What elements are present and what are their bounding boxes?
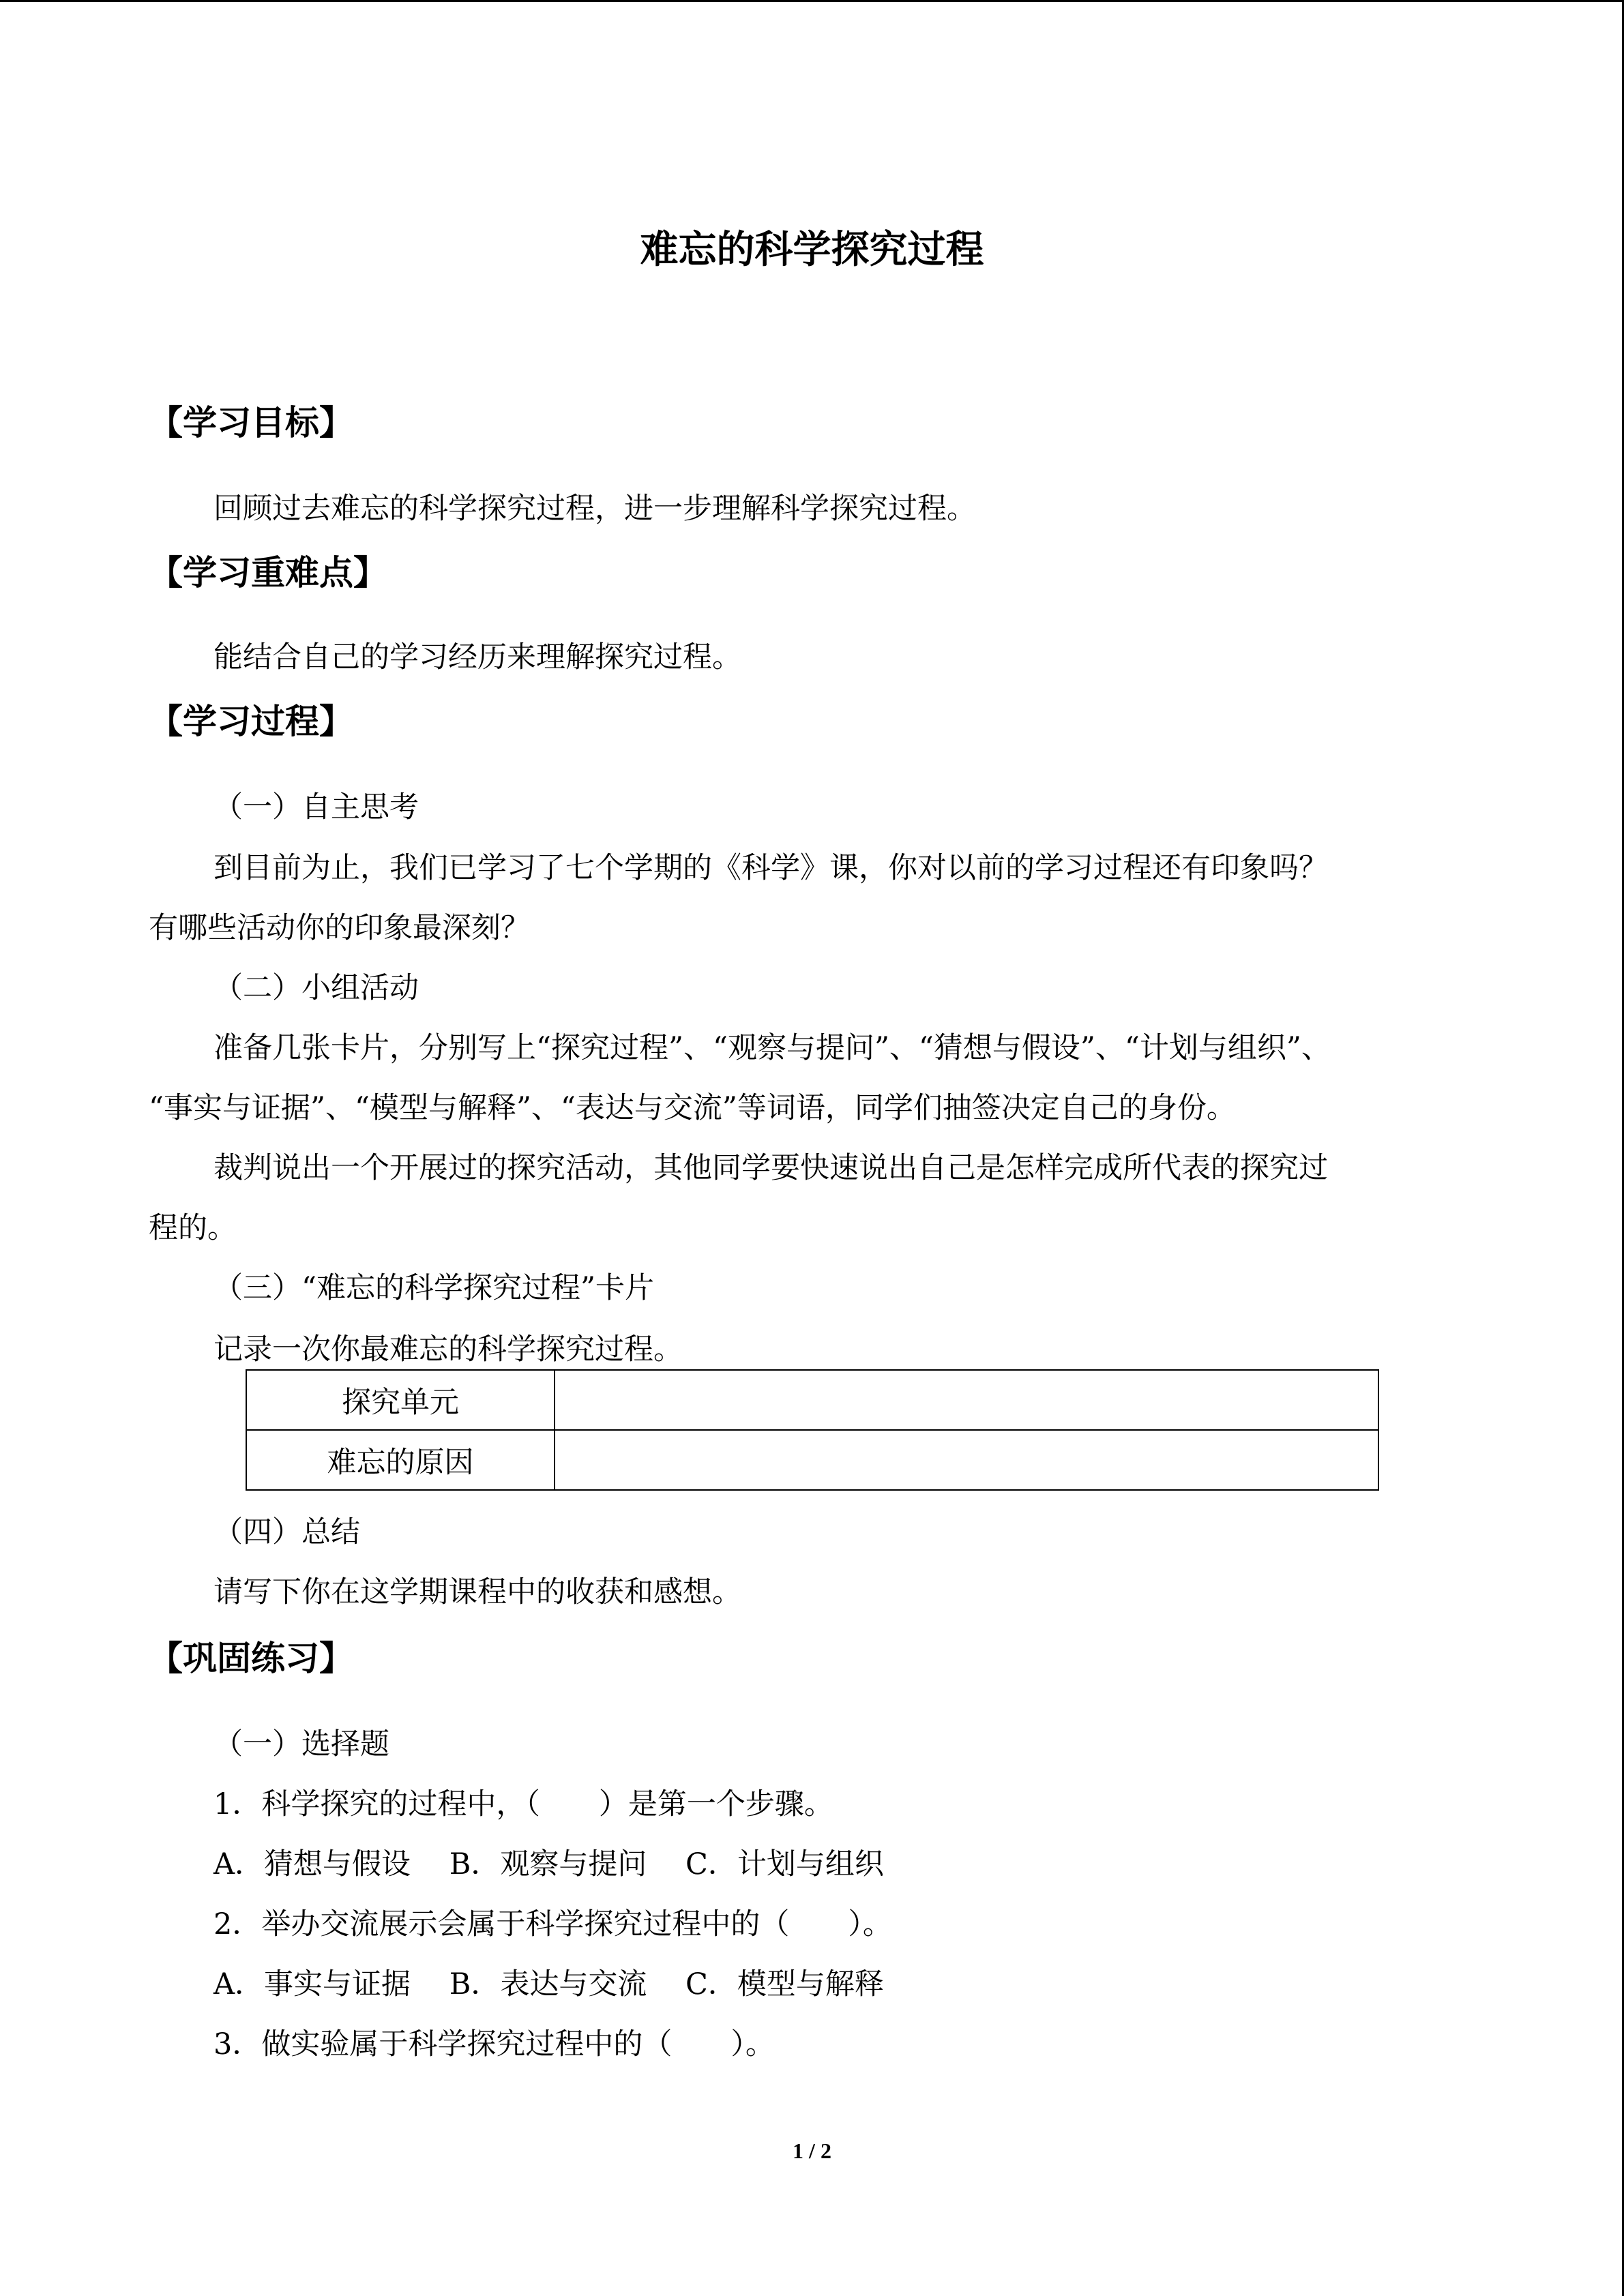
question-3: 3．做实验属于科学探究过程中的（ ）。 (213, 2027, 775, 2061)
heading-learning-process: 【学习过程】 (149, 702, 353, 741)
key-points-text: 能结合自己的学习经历来理解探究过程。 (213, 640, 741, 674)
page-number: 1 / 2 (793, 2138, 831, 2163)
part2-line4: 程的。 (149, 1211, 237, 1245)
question-2: 2．举办交流展示会属于科学探究过程中的（ ）。 (213, 1907, 892, 1941)
table-cell-label: 难忘的原因 (246, 1430, 555, 1490)
part2-title: （二）小组活动 (213, 971, 419, 1005)
table-cell-input[interactable] (555, 1370, 1378, 1430)
part1-line2: 有哪些活动你的印象最深刻？ (149, 911, 530, 945)
table-row (246, 1430, 1378, 1490)
part4-title: （四）总结 (213, 1515, 360, 1549)
practice-part1-title: （一）选择题 (213, 1727, 389, 1761)
part1-title: （一）自主思考 (213, 790, 419, 824)
heading-key-points: 【学习重难点】 (149, 553, 387, 593)
part1-line1: 到目前为止，我们已学习了七个学期的《科学》课，你对以前的学习过程还有印象吗？ (213, 851, 1328, 885)
memorable-inquiry-card-table (246, 1369, 1379, 1491)
table-cell-label: 探究单元 (246, 1370, 555, 1430)
table-row (246, 1370, 1378, 1430)
part3-title: （三）“难忘的科学探究过程”卡片 (213, 1271, 654, 1305)
question-1-options: A．猜想与假设 B．观察与提问 C．计划与组织 (213, 1847, 884, 1881)
part2-line2: “事实与证据”、“模型与解释”、“表达与交流”等词语，同学们抽签决定自己的身份。 (149, 1091, 1236, 1125)
page-border-top (0, 0, 1624, 2)
objective-text: 回顾过去难忘的科学探究过程，进一步理解科学探究过程。 (213, 492, 976, 526)
part4-text: 请写下你在这学期课程中的收获和感想。 (213, 1575, 741, 1609)
part3-text: 记录一次你最难忘的科学探究过程。 (213, 1332, 683, 1367)
part2-line3: 裁判说出一个开展过的探究活动，其他同学要快速说出自己是怎样完成所代表的探究过 (213, 1151, 1328, 1185)
question-2-options: A．事实与证据 B．表达与交流 C．模型与解释 (213, 1967, 884, 2001)
part2-line1: 准备几张卡片，分别写上“探究过程”、“观察与提问”、“猜想与假设”、“计划与组织”、 (213, 1031, 1331, 1065)
heading-consolidation-practice: 【巩固练习】 (149, 1639, 353, 1678)
question-1: 1．科学探究的过程中，（ ）是第一个步骤。 (213, 1787, 833, 1821)
table-cell-input[interactable] (555, 1430, 1378, 1490)
heading-learning-objective: 【学习目标】 (149, 403, 353, 443)
document-title: 难忘的科学探究过程 (640, 228, 984, 272)
